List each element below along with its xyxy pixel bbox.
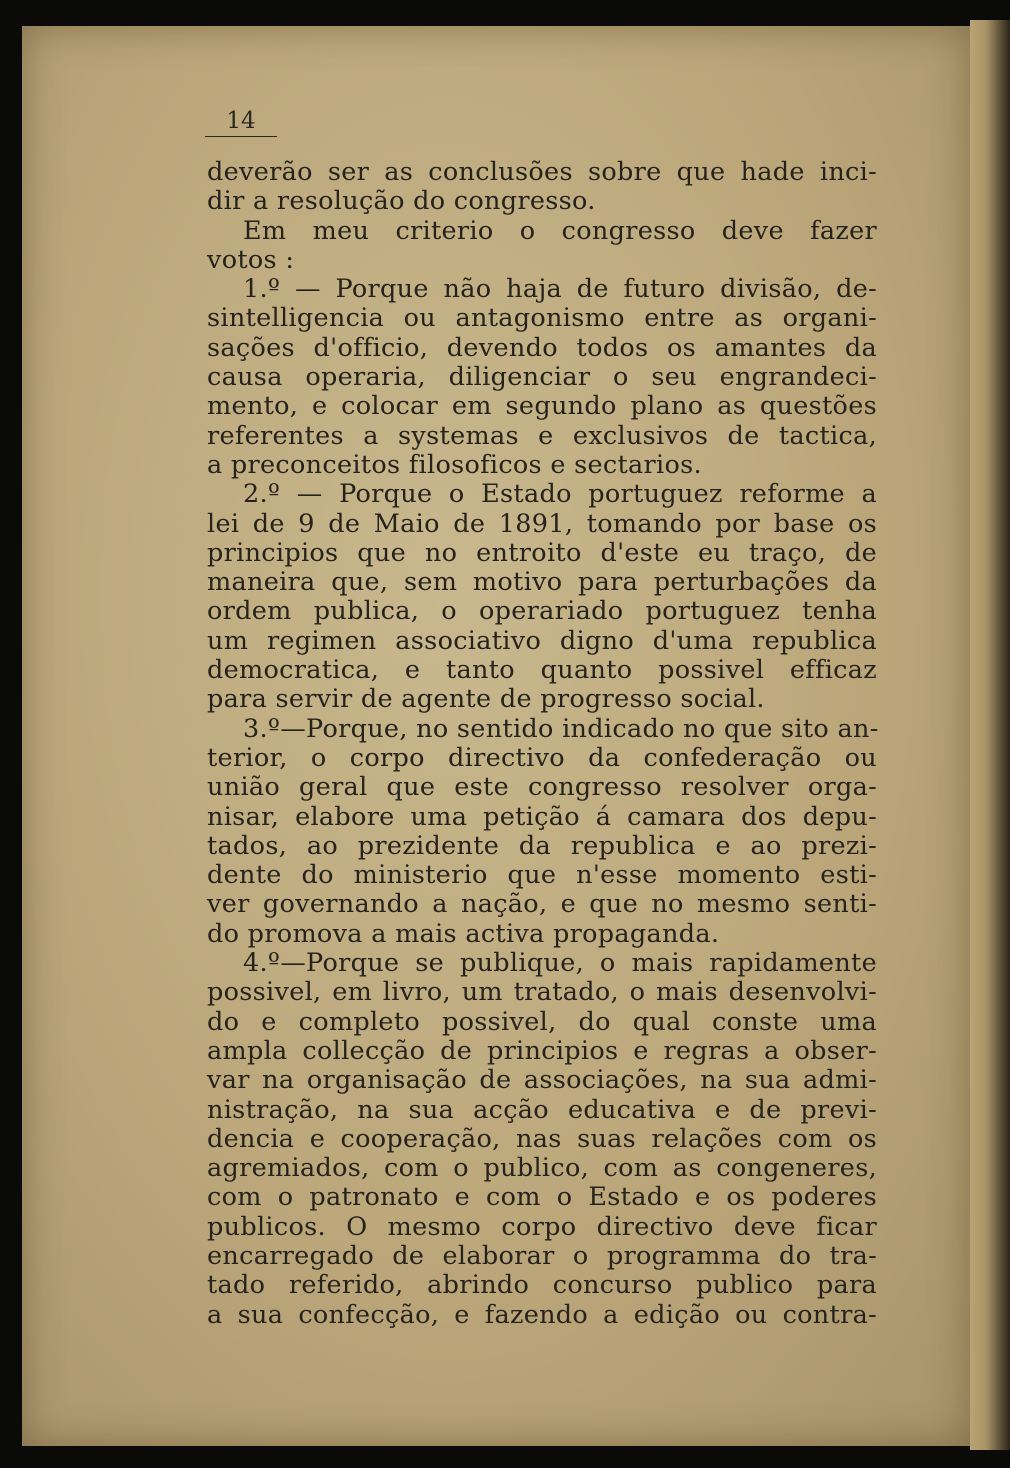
text-line: ampla collecção de principios e regras a obser- [207, 1035, 877, 1066]
text-line: 2.º — Porque o Estado portuguez reforme a [243, 479, 877, 510]
text-line: Em meu criterio o congresso deve fazer [243, 215, 877, 246]
text-line: 1.º — Porque não haja de futuro divisão, de- [243, 274, 877, 305]
text-line: ver governando a nação, e que no mesmo senti- [207, 889, 877, 920]
text-line: união geral que este congresso resolver orga- [207, 772, 877, 803]
text-line: terior, o corpo directivo da confederação ou [207, 742, 877, 773]
text-line: deverão ser as conclusões sobre que hade inci- [207, 157, 877, 187]
text-line: maneira que, sem motivo para perturbações da [207, 567, 877, 598]
text-line: para servir de agente de progresso social. [207, 684, 765, 715]
text-line: com o patronato e com o Estado e os poderes [207, 1182, 877, 1213]
text-line: do e completo possivel, do qual conste uma [207, 1006, 877, 1037]
text-line: lei de 9 de Maio de 1891, tomando por base os [207, 508, 877, 539]
page-edge [970, 20, 1010, 1450]
text-line: dente do ministerio que n'esse momento esti- [207, 860, 877, 891]
text-line: democratica, e tanto quanto possivel efficaz [207, 655, 877, 686]
text-line: a sua confecção, e fazendo a edição ou contra- [207, 1299, 877, 1330]
text-line: var na organisação de associações, na sua admi- [207, 1065, 877, 1096]
text-line: referentes a systemas e exclusivos de tactica, [207, 420, 877, 451]
text-line: mento, e colocar em segundo plano as questões [207, 391, 877, 422]
text-line: a preconceitos filosoficos e sectarios. [207, 449, 702, 480]
page-number: 14 [205, 108, 277, 137]
body-text [207, 158, 877, 1330]
text-line: nistração, na sua acção educativa e de previ- [207, 1094, 877, 1125]
text-line: votos : [207, 244, 295, 275]
text-line: causa operaria, diligenciar o seu engrandeci- [207, 362, 877, 393]
text-line: 3.º—Porque, no sentido indicado no que sito an- [243, 713, 879, 744]
text-line: agremiados, com o publico, com as congeneres, [207, 1153, 877, 1184]
text-line: principios que no entroito d'este eu traço, de [207, 537, 877, 568]
text-line: encarregado de elaborar o programma do tra- [207, 1240, 877, 1271]
text-line: publicos. O mesmo corpo directivo deve ficar [207, 1211, 877, 1242]
text-line: 4.º—Porque se publique, o mais rapidamente [243, 948, 877, 979]
text-line: um regimen associativo digno d'uma republica [207, 625, 877, 656]
text-line: possivel, em livro, um tratado, o mais desenvolvi- [207, 977, 877, 1008]
text-line: nisar, elabore uma petição á camara dos depu- [207, 801, 877, 832]
text-line: tado referido, abrindo concurso publico para [207, 1270, 877, 1301]
text-line: dir a resolução do congresso. [207, 186, 596, 217]
text-line: ordem publica, o operariado portuguez tenha [207, 596, 877, 627]
text-line: tados, ao prezidente da republica e ao prezi- [207, 830, 877, 861]
text-line: sações d'officio, devendo todos os amantes da [207, 332, 877, 363]
text-line: dencia e cooperação, nas suas relações com os [207, 1123, 877, 1154]
text-line: sintelligencia ou antagonismo entre as organi- [207, 303, 877, 334]
text-line: do promova a mais activa propaganda. [207, 918, 720, 949]
